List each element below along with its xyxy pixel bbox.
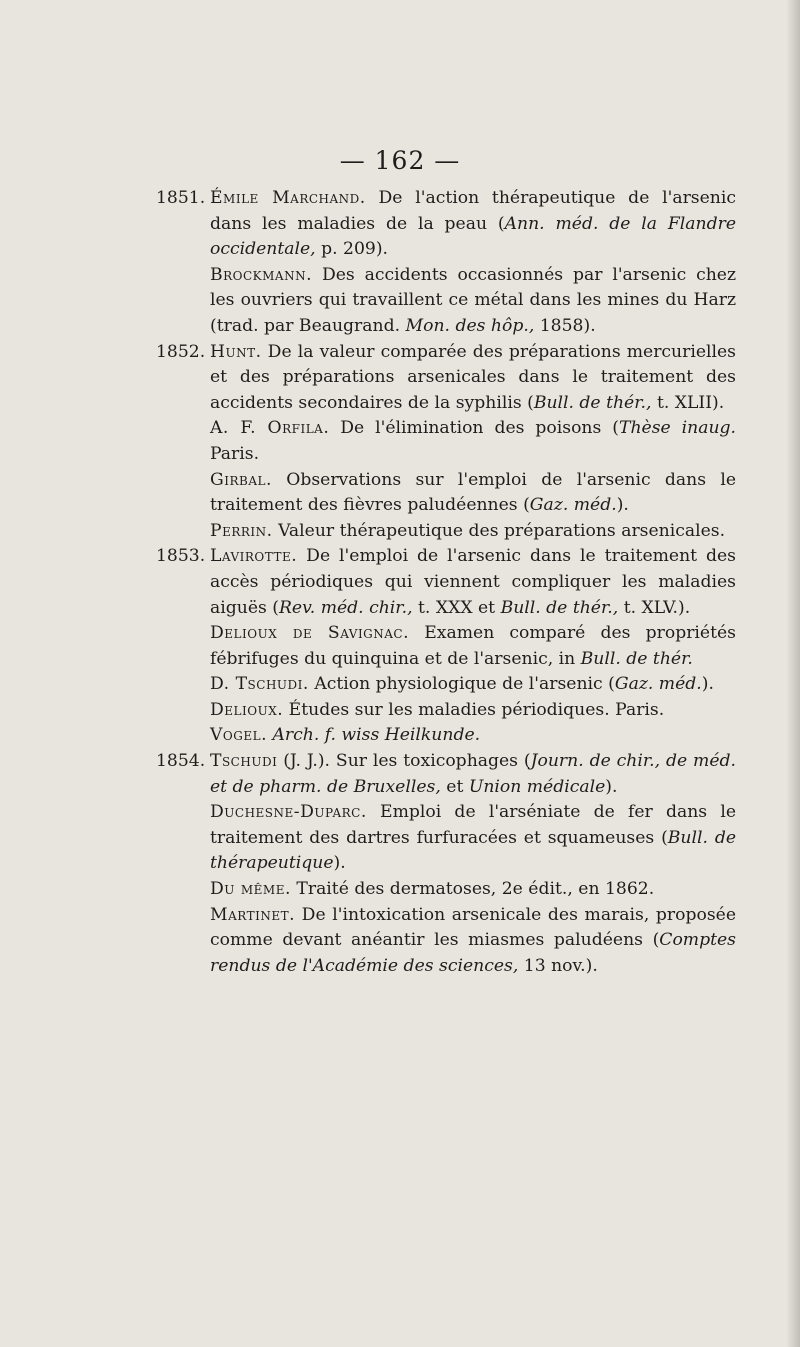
bibliography-entry <box>156 800 736 877</box>
entry-author: Delioux. <box>210 699 284 720</box>
page-edge-shadow <box>786 0 800 1347</box>
entry-author: Martinet. <box>210 904 296 925</box>
entry-journal: Gaz. méd. <box>614 674 702 695</box>
entry-text: De l'action thérapeutique de l'arsenic dans les maladies de la peau ( <box>210 188 736 234</box>
entry-journal: Ann. méd. de la Flandre occidentale, <box>210 213 736 260</box>
entry-text-end: p. 209). <box>315 239 389 260</box>
entry-author: Vogel. <box>210 725 268 746</box>
entry-journal: Arch. f. wiss Heilkunde. <box>272 725 481 746</box>
entry-author: Delioux de Savignac. <box>210 623 410 644</box>
bibliography-entry <box>156 749 736 800</box>
bibliography-list <box>156 186 736 979</box>
entry-author: Duchesne-Duparc. <box>210 802 367 823</box>
bibliography-entry <box>156 340 736 417</box>
entry-text-end: t. XLII). <box>651 392 725 413</box>
entry-text-mid: et <box>440 776 469 797</box>
entry-author: Tschudi <box>210 751 278 772</box>
entry-text-end: 1858). <box>534 315 596 336</box>
entry-text-mid: t. XXX et <box>412 597 501 618</box>
entry-text: Valeur thérapeutique des préparations arsenicales. <box>272 520 726 541</box>
bibliography-entry <box>156 672 736 698</box>
entry-text: Des accidents occasionnés par l'arsenic chez les ouvriers qui travaillent ce métal dans les mines du Harz (trad. par Beaugrand. <box>210 264 736 336</box>
bibliography-entry <box>156 621 736 672</box>
bibliography-entry <box>156 723 736 749</box>
page-number: — 162 — <box>339 146 461 175</box>
entry-journal: Mon. des hôp., <box>405 315 535 336</box>
bibliography-entry <box>156 903 736 980</box>
entry-text: Examen comparé des propriétés fébrifuges du quinquina et de l'arsenic, in <box>210 623 736 669</box>
entry-text-end: ). <box>605 776 618 797</box>
entry-text-end: t. XLV.). <box>618 597 691 618</box>
entry-text: Emploi de l'arséniate de fer dans le traitement des dartres furfuracées et squameuses ( <box>210 802 736 848</box>
entry-text: De l'emploi de l'arsenic dans le traitement des accès périodiques qui viennent compliquer les maladies aiguës ( <box>210 546 736 618</box>
entry-text: Études sur les maladies périodiques. Paris. <box>283 699 665 720</box>
entry-year: 1851. <box>156 188 206 208</box>
entry-journal: Bull. de thérapeutique <box>210 827 736 874</box>
entry-year: 1853. <box>156 546 206 567</box>
entry-journal: Gaz. méd. <box>529 495 617 516</box>
entry-text: De l'élimination des poisons ( <box>329 418 619 439</box>
entry-text-end: Paris. <box>210 443 260 464</box>
entry-text: Observations sur l'emploi de l'arsenic dans le traitement des fièvres paludéennes ( <box>210 469 736 516</box>
entry-journal: Journ. de chir., de méd. et de pharm. de Bruxelles, <box>210 751 736 797</box>
entry-journal: Rev. méd. chir., <box>278 597 413 618</box>
entry-author: Hunt. <box>210 341 262 362</box>
bibliography-entry <box>156 263 736 340</box>
entry-author: Lavirotte. <box>210 546 298 567</box>
entry-journal: Comptes rendus de l'Académie des sciences, <box>210 930 736 976</box>
bibliography-entry <box>156 416 736 467</box>
entry-journal-second: Bull. de thér., <box>500 597 619 618</box>
entry-author: Brockmann. <box>210 264 313 285</box>
entry-author: D. Tschudi. <box>210 674 309 695</box>
entry-text-end: ). <box>701 674 714 695</box>
entry-author: Girbal. <box>210 469 272 490</box>
entry-text-end: 13 nov.). <box>518 955 598 976</box>
bibliography-entry <box>156 186 736 263</box>
entry-author: Du même. <box>210 879 291 900</box>
entry-journal: Bull. de thér. <box>580 648 693 669</box>
entry-text: (J. J.). Sur les toxicophages ( <box>277 751 531 772</box>
entry-text-end: ). <box>616 495 629 516</box>
entry-text: Action physiologique de l'arsenic ( <box>308 674 615 695</box>
entry-text: De la valeur comparée des préparations mercurielles et des préparations arsenicales dans le traitement des accidents secondaires de la syphilis ( <box>210 341 736 413</box>
entry-text-end: ). <box>333 853 346 874</box>
bibliography-entry <box>156 468 736 519</box>
entry-author: Émile Marchand. <box>210 188 366 208</box>
entry-author: Perrin. <box>210 520 273 541</box>
bibliography-entry <box>156 544 736 621</box>
bibliography-entry <box>156 698 736 724</box>
bibliography-entry <box>156 877 736 903</box>
entry-author: A. F. Orfila. <box>210 418 330 439</box>
entry-journal: Bull. de thér., <box>533 392 652 413</box>
entry-text: De l'intoxication arsenicale des marais, proposée comme devant anéantir les miasmes paludéens ( <box>210 904 736 951</box>
entry-year: 1854. <box>156 751 206 772</box>
entry-year: 1852. <box>156 341 206 362</box>
bibliography-entry <box>156 519 736 545</box>
entry-journal: Thèse inaug. <box>618 418 736 439</box>
entry-journal-second: Union médicale <box>468 776 606 797</box>
entry-text: Traité des dermatoses, 2e édit., en 1862. <box>290 879 655 900</box>
